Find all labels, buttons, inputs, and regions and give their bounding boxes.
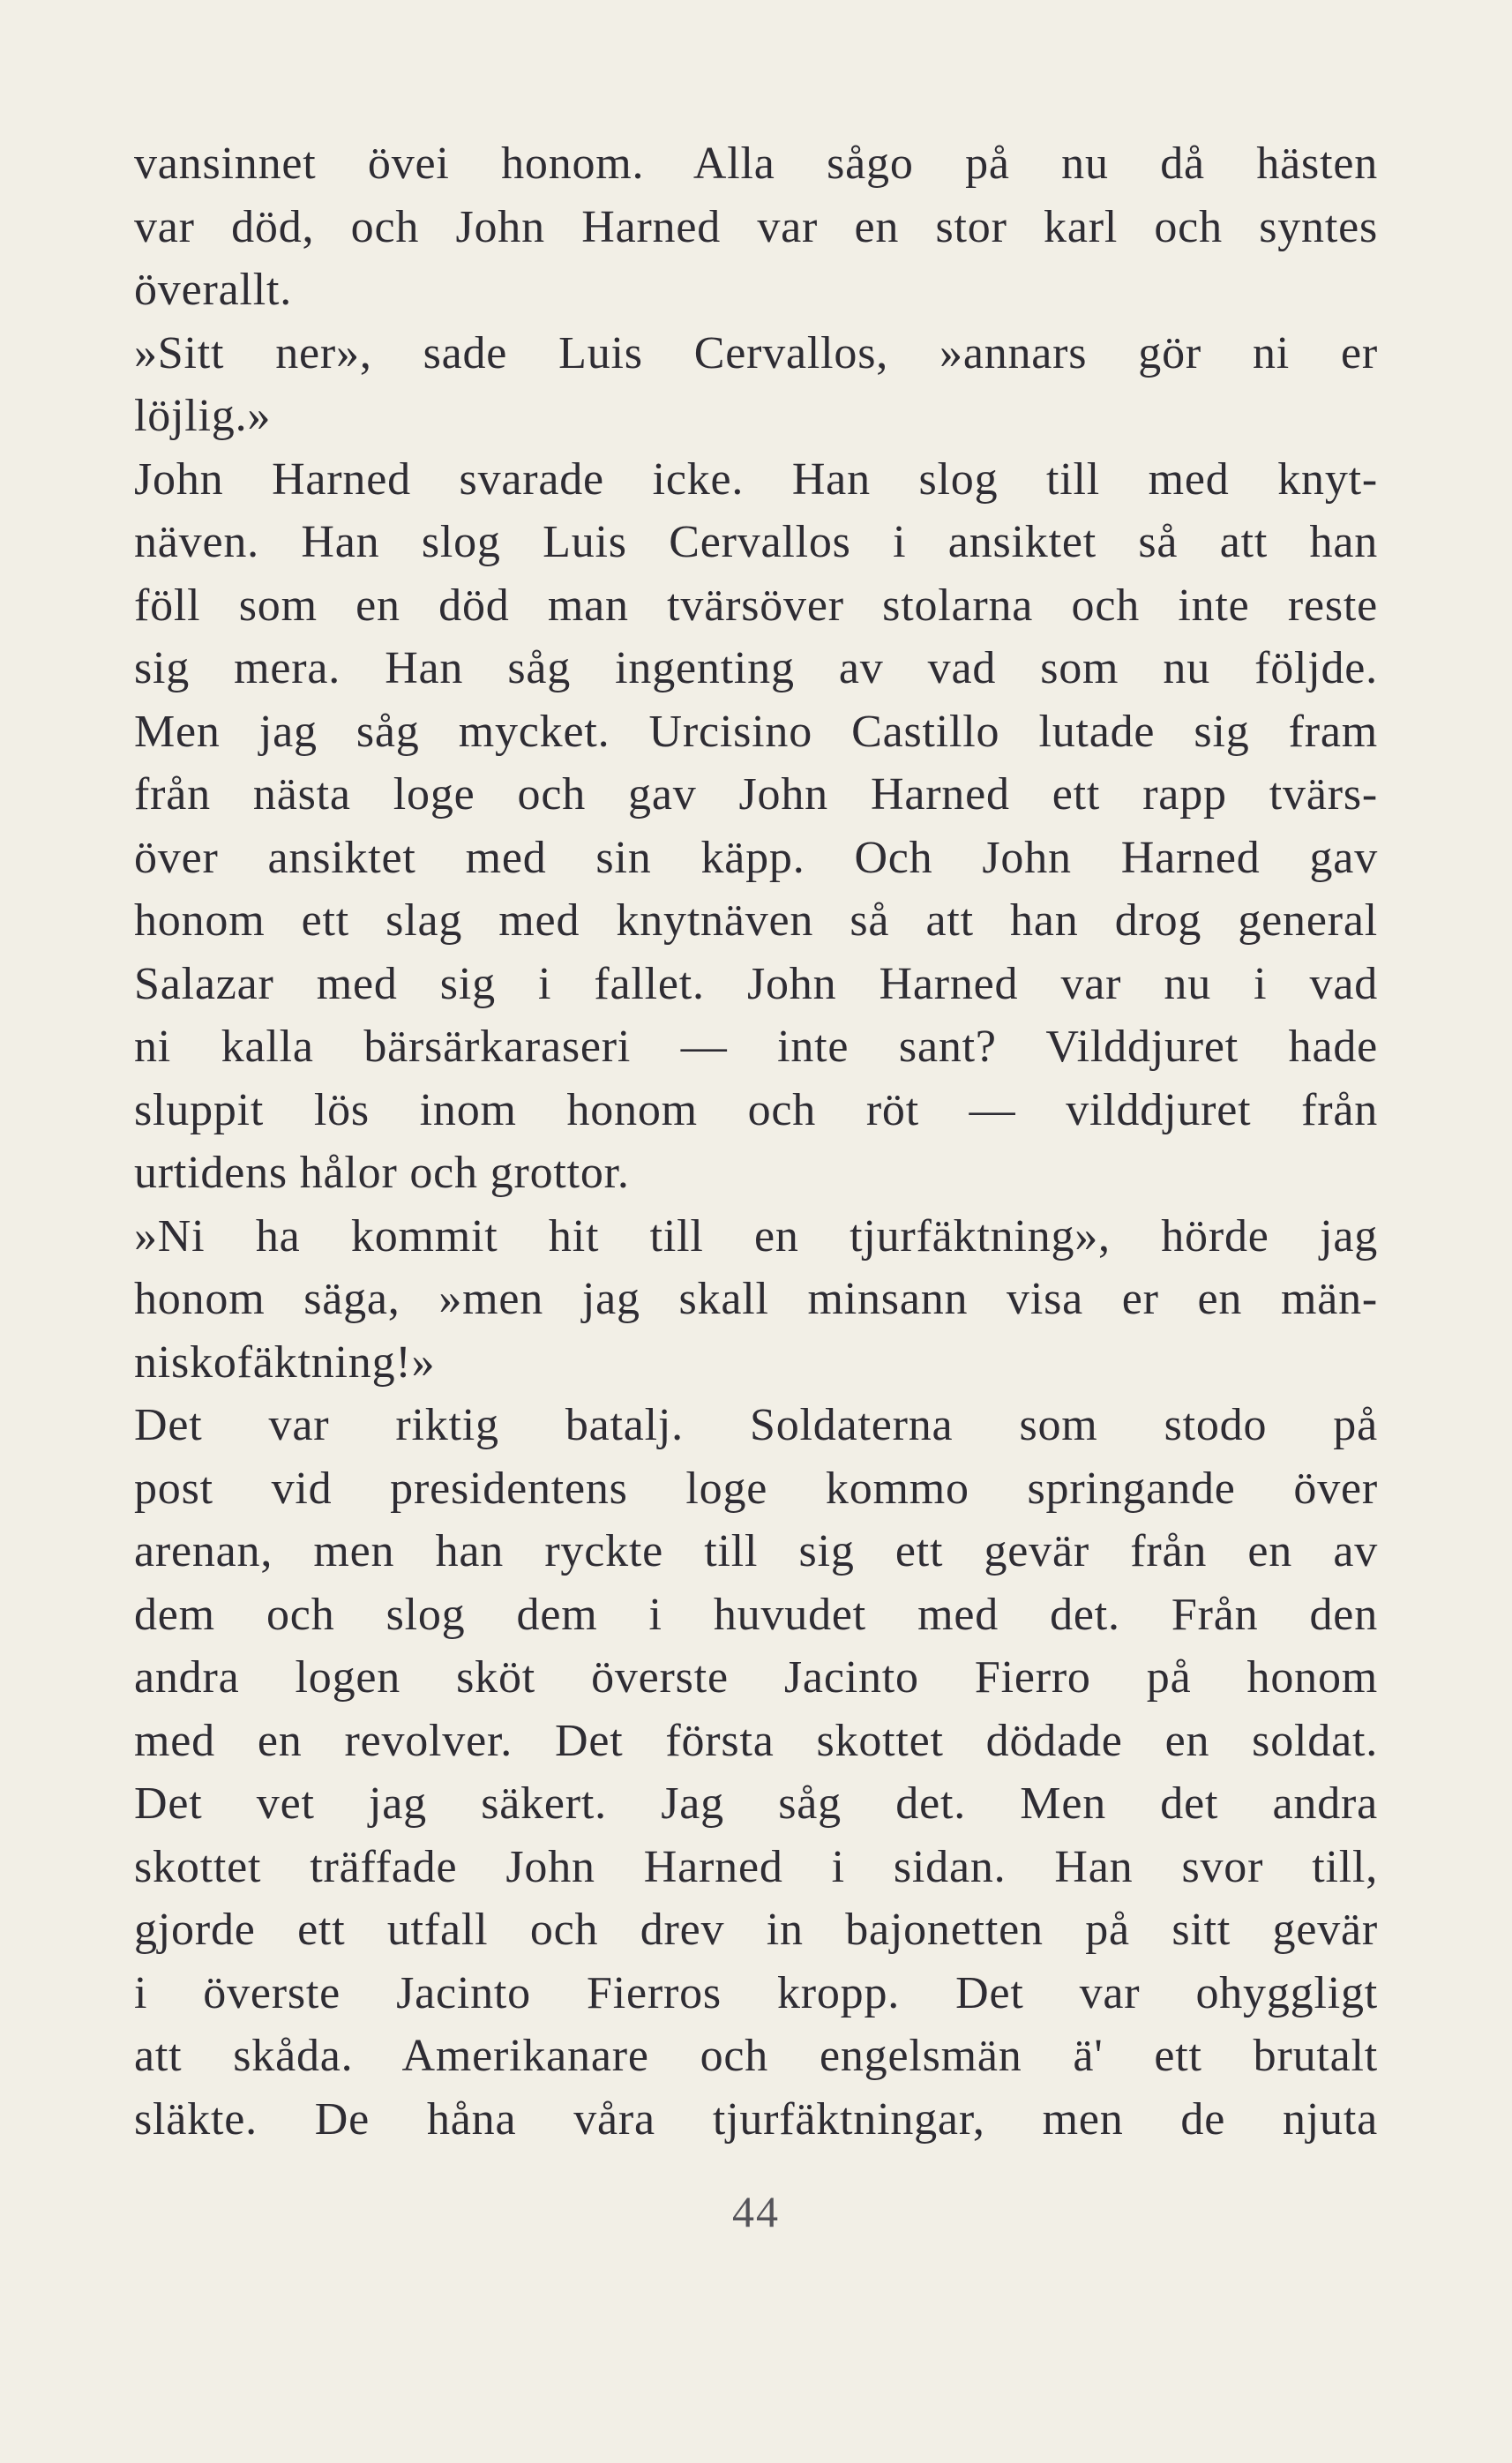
text-line: »Sitt ner», sade Luis Cervallos, »annars gör ni er [134,327,1378,378]
text-line: honom säga, »men jag skall minsann visa er en män- [134,1274,1378,1324]
text-line: gjorde ett utfall och drev in bajonetten på sitt gevär [134,1905,1378,1955]
text-line: arenan, men han ryckte till sig ett gevär från en av [134,1526,1378,1576]
text-line: niskofäktning!» [134,1336,436,1388]
text-line: löjlig.» [134,391,272,441]
text-line: överallt. [134,265,293,315]
text-line: post vid presidentens loge kommo springande över [134,1463,1378,1514]
text-line: släkte. De håna våra tjurfäktningar, men de njuta [134,2093,1378,2145]
text-line: andra logen sköt överste Jacinto Fierro på honom [134,1652,1378,1703]
text-line: sig mera. Han såg ingenting av vad som nu följde. [134,643,1378,693]
text-line: John Harned svarade icke. Han slog till med knyt- [134,453,1378,505]
text-line: vansinnet övei honom. Alla sågo på nu då hästen [134,138,1378,189]
text-line: var död, och John Harned var en stor karl och syntes [134,201,1378,252]
page-text [134,132,1378,2151]
text-line: »Ni ha kommit hit till en tjurfäktning», hörde jag [134,1210,1378,1261]
text-line: urtidens hålor och grottor. [134,1148,630,1198]
text-line: dem och slog dem i huvudet med det. Från den [134,1589,1378,1640]
text-line: Det var riktig batalj. Soldaterna som stodo på [134,1400,1378,1450]
text-line: honom ett slag med knytnäven så att han drog general [134,895,1378,946]
text-line: Det vet jag säkert. Jag såg det. Men det andra [134,1778,1378,1829]
text-line: att skåda. Amerikanare och engelsmän ä' ett brutalt [134,2031,1378,2081]
page-number: 44 [732,2187,780,2236]
text-line: sluppit lös inom honom och röt — vilddjuret från [134,1084,1378,1135]
text-line: ni kalla bärsärkaraseri — inte sant? Vilddjuret hade [134,1022,1378,1072]
text-line: Salazar med sig i fallet. John Harned var nu i vad [134,958,1378,1009]
text-line: i överste Jacinto Fierros kropp. Det var ohyggligt [134,1967,1378,2018]
text-line: Men jag såg mycket. Urcisino Castillo lutade sig fram [134,706,1378,757]
text-line: skottet träffade John Harned i sidan. Han svor till, [134,1841,1378,1892]
text-line: föll som en död man tvärsöver stolarna och inte reste [134,580,1378,631]
text-line: med en revolver. Det första skottet dödade en soldat. [134,1715,1378,1766]
text-line: näven. Han slog Luis Cervallos i ansiktet så att han [134,517,1378,567]
text-line: från nästa loge och gav John Harned ett rapp tvärs- [134,769,1378,820]
text-line: över ansiktet med sin käpp. Och John Harned gav [134,832,1378,883]
